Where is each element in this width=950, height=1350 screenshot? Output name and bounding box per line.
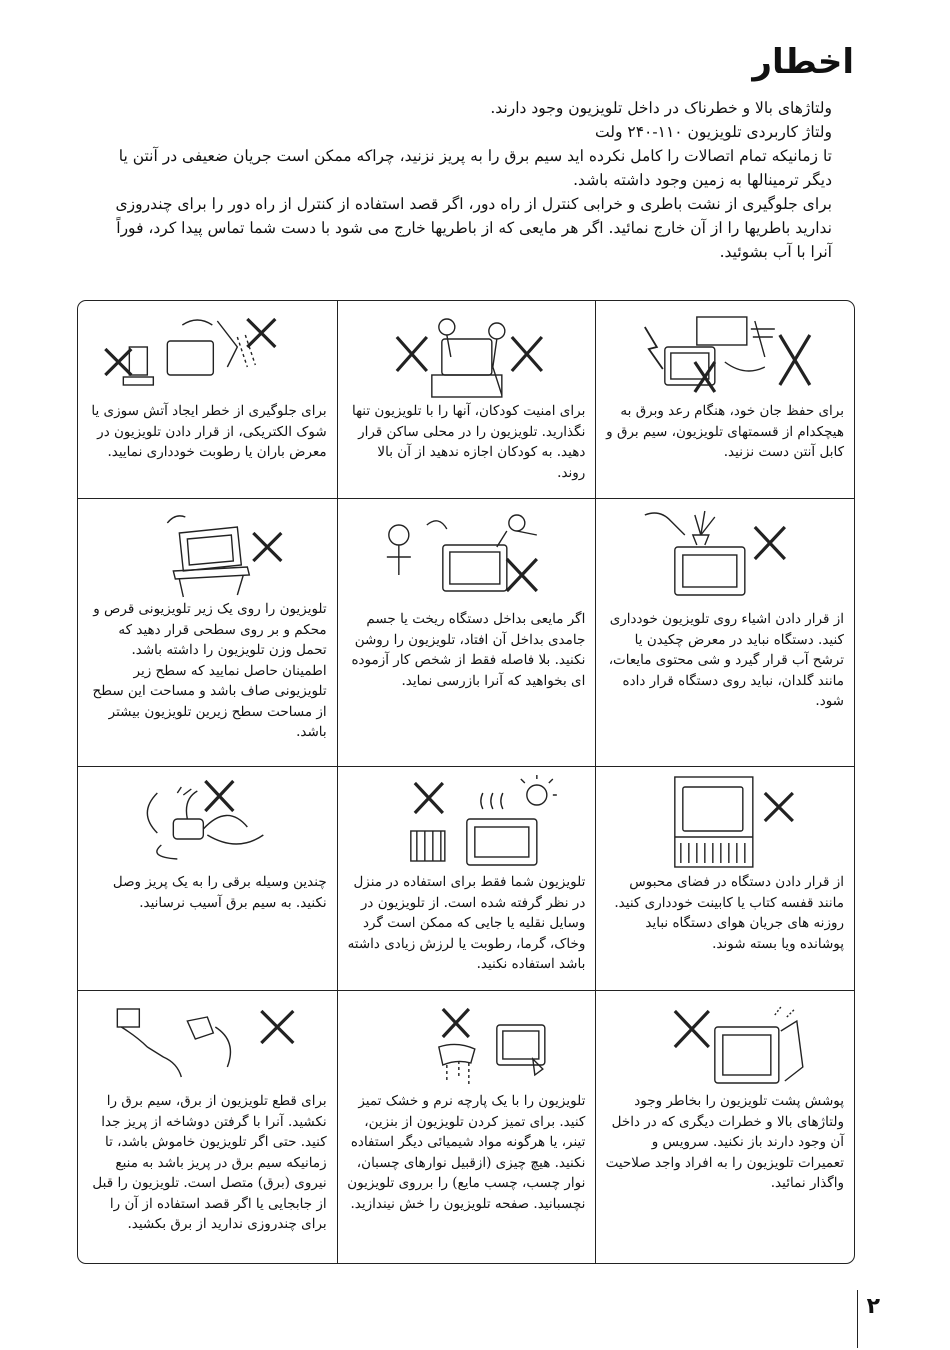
intro-line: تا زمانیکه تمام اتصالات را کامل نکرده اید سیم برق را به پریز نزنید، چراکه ممکن است جریان ضعیفی در آنتن یا دیگر ترمینالها به زمین وجود داشته باشد. — [118, 147, 832, 189]
warning-cell — [78, 301, 337, 499]
warning-text: از قرار دادن اشیاء روی تلویزیون خودداری کنید. دستگاه نباید در معرض چکیدن یا ترشح آب قرار گیرد و شی محتوی مایعات، مانند گلدان، نباید روی دستگاه قرار داده شود. — [608, 611, 844, 709]
warning-text: از قرار دادن دستگاه در فضای محبوس مانند قفسه کتاب یا کابینت خودداری کنید. روزنه های جریان هوای دستگاه نباید پوشانده ویا بسته شوند. — [614, 874, 844, 952]
warning-text: برای حفظ جان خود، هنگام رعد وبرق به هیچکدام از قسمتهای تلویزیون، سیم برق و کابل آنتن دست نزنید. — [606, 403, 844, 460]
warning-cell — [337, 301, 596, 499]
lightning-antenna-icon — [604, 307, 846, 403]
warning-cell — [337, 499, 596, 767]
page-number: ۲ — [866, 1294, 880, 1319]
overloaded-outlet-icon — [86, 773, 329, 869]
intro-line: ولتاژ کاربردی تلویزیون ۱۱۰-۲۴۰ ولت — [595, 123, 832, 141]
intro-warnings — [107, 96, 832, 264]
warning-cell — [595, 991, 854, 1263]
liquid-spill-icon — [346, 505, 588, 601]
bookshelf-enclosed-icon — [604, 773, 846, 869]
page-divider — [857, 1290, 858, 1348]
warning-cell — [78, 499, 337, 767]
warning-text: اگر مایعی بداخل دستگاه ریخت یا جسم جامدی بداخل آن افتاد، تلویزیون را روشن نکنید. بلا فاصله فقط از شخص کار آزموده ای بخواهید که آنرا بازرسی نماید. — [351, 611, 586, 689]
warning-cell — [337, 991, 596, 1263]
unstable-stand-icon — [86, 505, 329, 601]
intro-line: برای جلوگیری از نشت باطری و خرابی کنترل از راه دور، اگر قصد استفاده از کنترل از راه دور را برای چندروزی ندارید باطریها را از آن خارج نمائید. اگر هر مایعی که از باطریها خارج می شود با دست شما تماس پیدا کرد، فوراً آنرا با آب بشوئید. — [115, 195, 832, 261]
unplug-cord-icon — [86, 997, 329, 1093]
warning-text: برای جلوگیری از خطر ایجاد آتش سوزی یا شوک الکتریکی، از قرار دادن تلویزیون در معرض باران یا رطوبت خودداری نمایید. — [91, 403, 327, 460]
children-climbing-icon — [346, 307, 588, 403]
warning-cell — [595, 767, 854, 991]
warning-cell — [337, 767, 596, 991]
open-back-cover-icon — [604, 997, 846, 1093]
warning-text: چندین وسیله برقی را به یک پریز وصل نکنید. به سیم برق آسیب نرسانید. — [112, 874, 327, 911]
page-title: اخطار — [752, 42, 854, 82]
warning-cell — [595, 499, 854, 767]
vase-liquid-icon — [604, 505, 846, 601]
intro-line: ولتاژهای بالا و خطرناک در داخل تلویزیون وجود دارند. — [490, 99, 832, 117]
warning-text: تلویزیون شما فقط برای استفاده در منزل در نظر گرفته شده است. از تلویزیون در وسایل نقلیه یا جایی که ممکن است گرد وخاک، گرما، رطوبت یا لرزش زیادی داشته باشد استفاده نکنید. — [347, 874, 586, 972]
cleaning-cloth-icon — [346, 997, 588, 1093]
warning-grid — [77, 300, 855, 1264]
warning-text: برای امنیت کودکان، آنها را با تلویزیون تنها نگذارید. تلویزیون را در محلی ساکن قرار دهید. به کودکان اجازه ندهید از آن بالا روند. — [351, 403, 586, 481]
warning-cell — [595, 301, 854, 499]
warning-text: تلویزیون را با یک پارچه نرم و خشک تمیز کنید. برای تمیز کردن تلویزیون از بنزین، تینر، یا هرگونه مواد شیمیائی دیگر استفاده نکنید. هیچ چیزی (ازقبیل نوارهای چسبان، نوار چسب، چسب مایع) را برروی تلویزیون نچسبانید. صفحه تلویزیون را خش نیندازید. — [347, 1093, 586, 1212]
warning-cell — [78, 767, 337, 991]
warning-cell — [78, 991, 337, 1263]
rain-humidity-icon — [86, 307, 329, 403]
warning-text: تلویزیون را روی یک زیر تلویزیونی قرص و محکم و بر روی سطحی قرار دهید که تحمل وزن تلویزیون را داشته باشد. اطمینان حاصل نمایید که سطح زیر تلویزیونی صاف باشد و مساحت این سطح از مساحت سطح زیرین تلویزیون بیشتر باشد. — [92, 601, 327, 740]
heater-sun-icon — [346, 773, 588, 869]
warning-text: پوشش پشت تلویزیون را بخاطر وجود ولتاژهای بالا و خطرات دیگری که در داخل آن وجود دارند باز نکنید. سرویس و تعمیرات تلویزیون را به افراد واجد صلاحیت واگذار نمائید. — [605, 1093, 844, 1191]
warning-text: برای قطع تلویزیون از برق، سیم برق را نکشید. آنرا با گرفتن دوشاخه از پریز جدا کنید. حتی اگر تلویزیون خاموش باشد، تا زمانیکه سیم برق در پریز باشد به منبع نیروی (برق) متصل است. تلویزیون را قبل از جابجایی یا اگر قصد استفاده از آن را برای چندروزی ندارید از برق بکشید. — [92, 1093, 327, 1232]
